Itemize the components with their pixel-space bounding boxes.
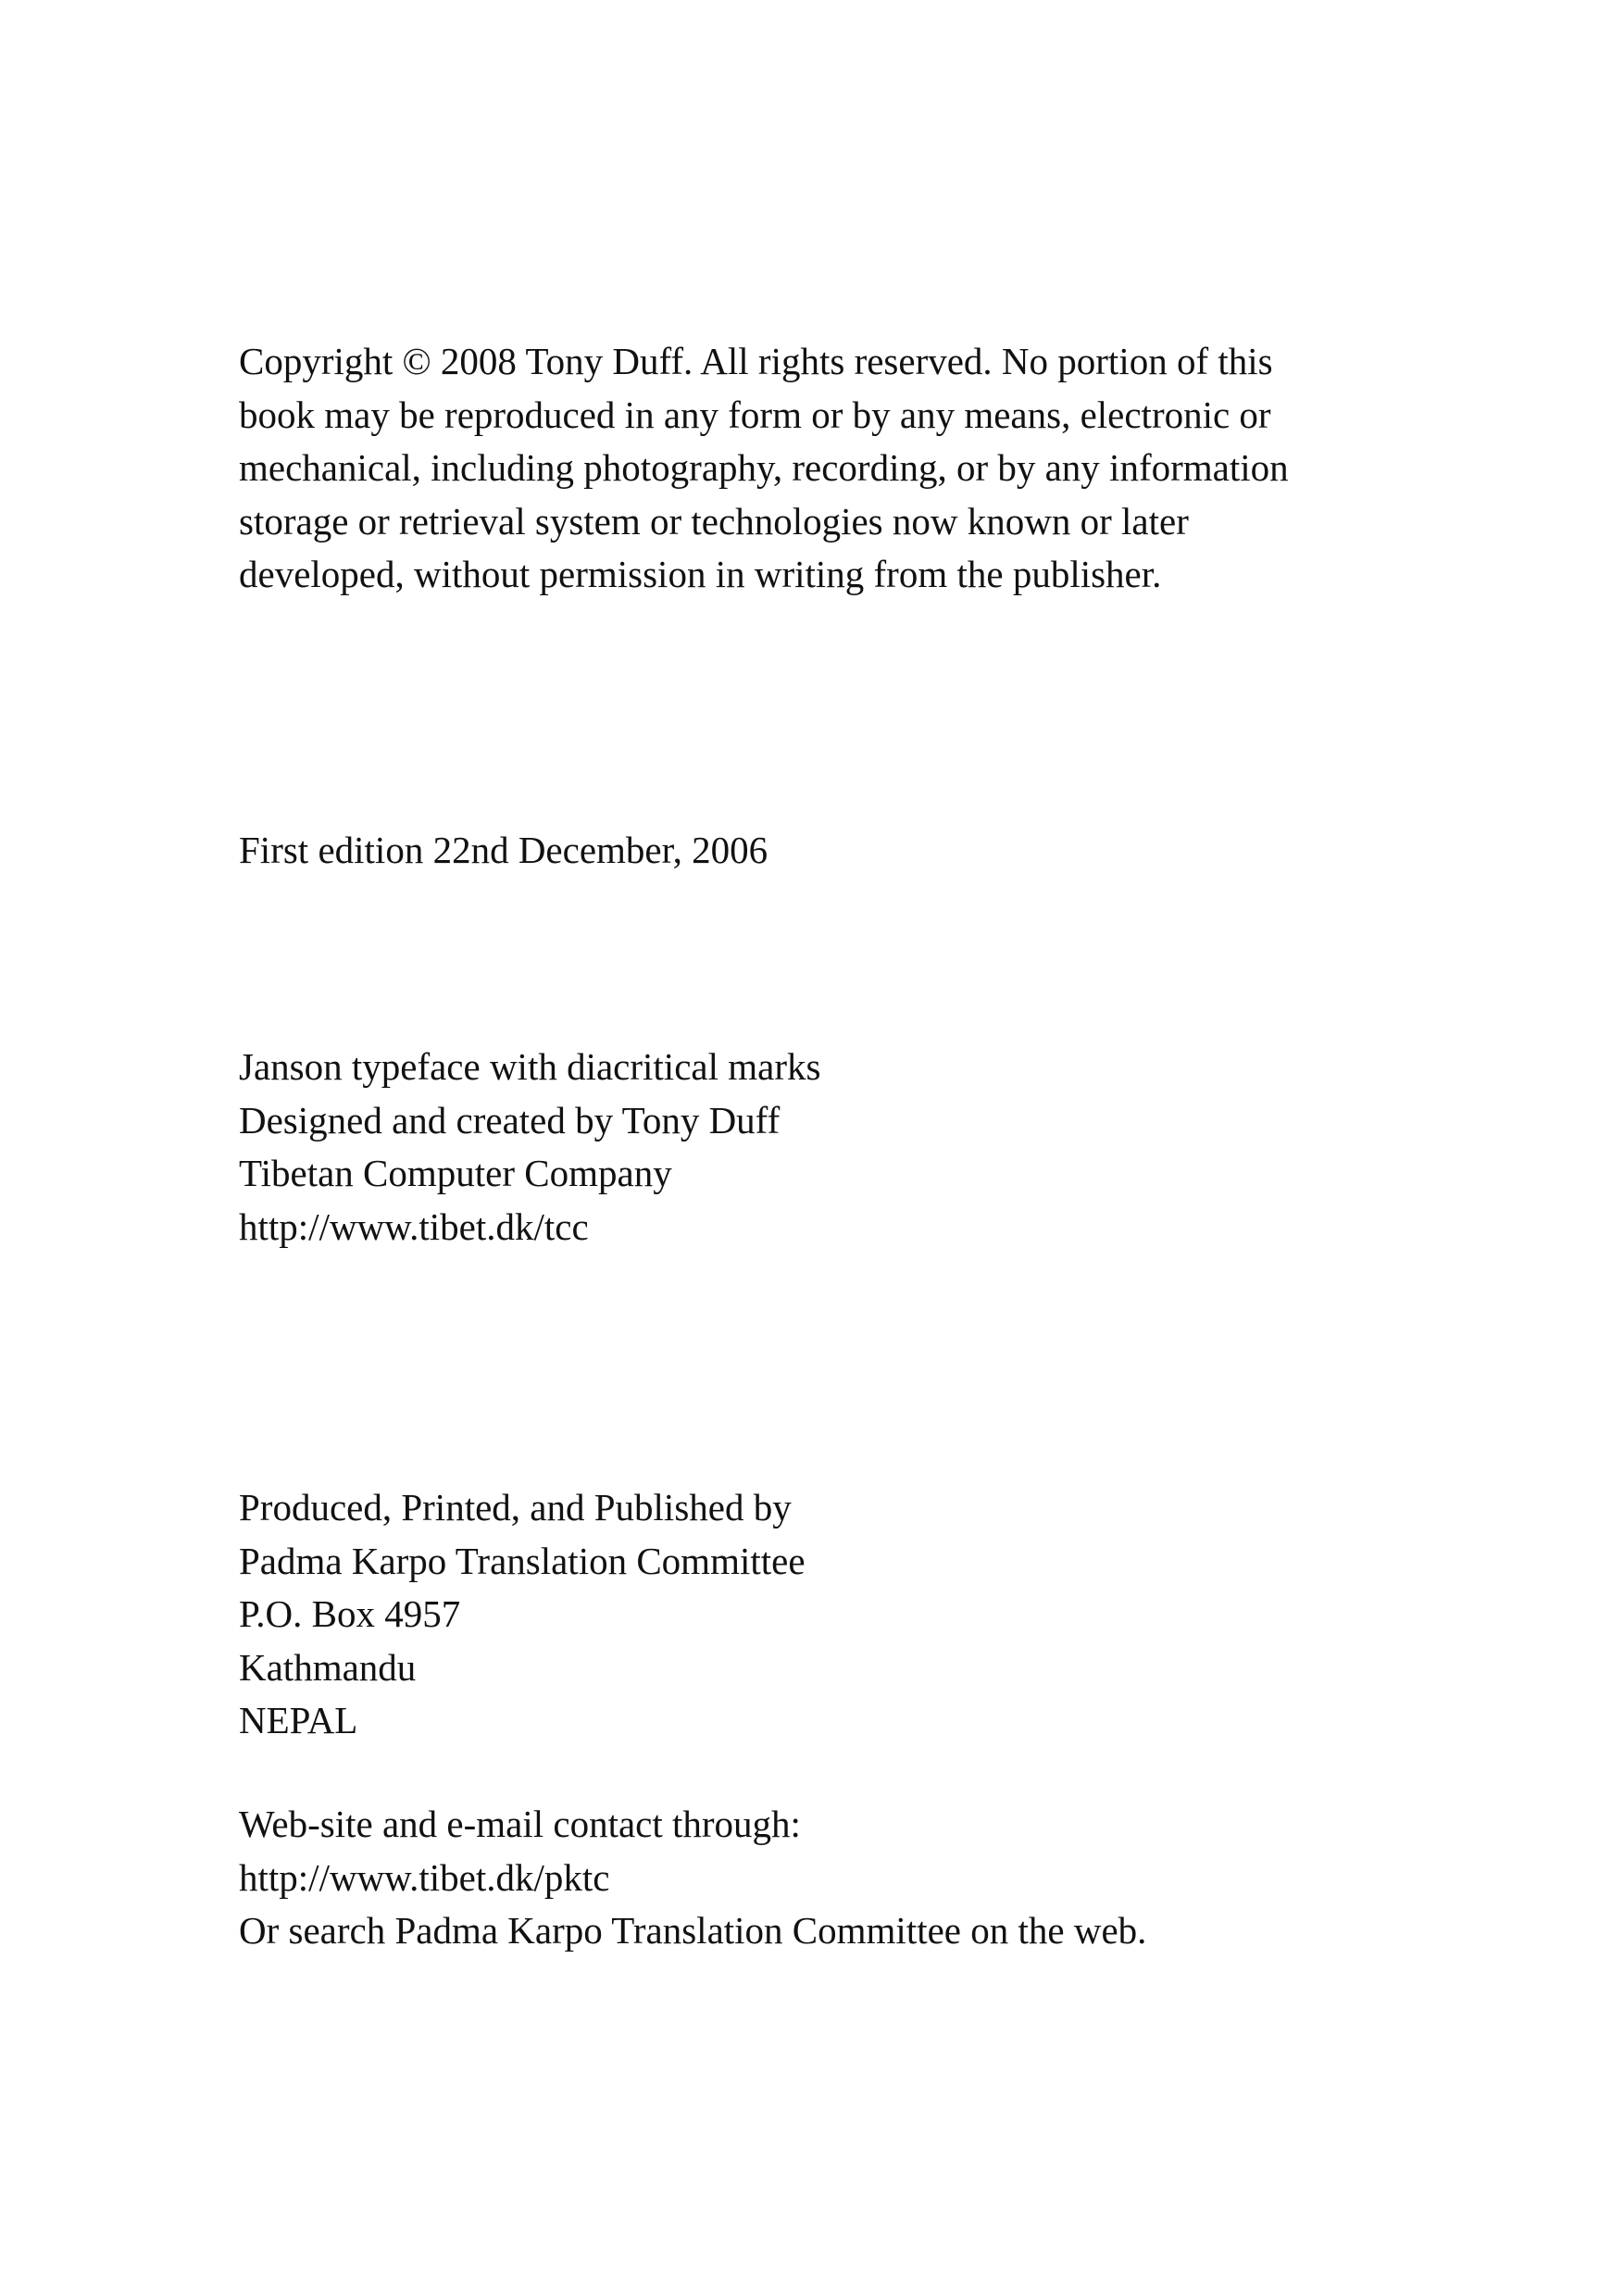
publisher-city: Kathmandu: [239, 1645, 417, 1689]
publisher-address: [239, 1481, 806, 1748]
copyright-line: mechanical, including photography, recording, or by any information: [239, 446, 1289, 489]
publisher-po-box: P.O. Box 4957: [239, 1592, 461, 1635]
copyright-line: developed, without permission in writing from the publisher.: [239, 553, 1162, 595]
copyright-line: storage or retrieval system or technologies now known or later: [239, 499, 1189, 543]
typeface-url: http://www.tibet.dk/tcc: [239, 1204, 589, 1248]
copyright-notice: [239, 335, 1289, 602]
edition-info: [239, 824, 768, 878]
contact-url: http://www.tibet.dk/pktc: [239, 1855, 610, 1899]
publisher-name: Padma Karpo Translation Committee: [239, 1539, 806, 1582]
publisher-intro-line: Produced, Printed, and Published by: [239, 1486, 792, 1529]
publisher-country: NEPAL: [239, 1699, 358, 1741]
typeface-line: Janson typeface with diacritical marks: [239, 1045, 821, 1088]
typeface-designer-line: Designed and created by Tony Duff: [239, 1098, 781, 1142]
typeface-company-line: Tibetan Computer Company: [239, 1152, 672, 1194]
copyright-line: Copyright © 2008 Tony Duff. All rights reserved. No portion of this: [239, 340, 1273, 382]
contact-intro-line: Web-site and e-mail contact through:: [239, 1803, 801, 1845]
edition-line: First edition 22nd December, 2006: [239, 829, 768, 871]
copyright-line: book may be reproduced in any form or by any means, electronic or: [239, 393, 1271, 436]
contact-search-line: Or search Padma Karpo Translation Committee on the web.: [239, 1909, 1147, 1952]
typeface-credits: [239, 1041, 820, 1254]
contact-info: [239, 1798, 1146, 1958]
